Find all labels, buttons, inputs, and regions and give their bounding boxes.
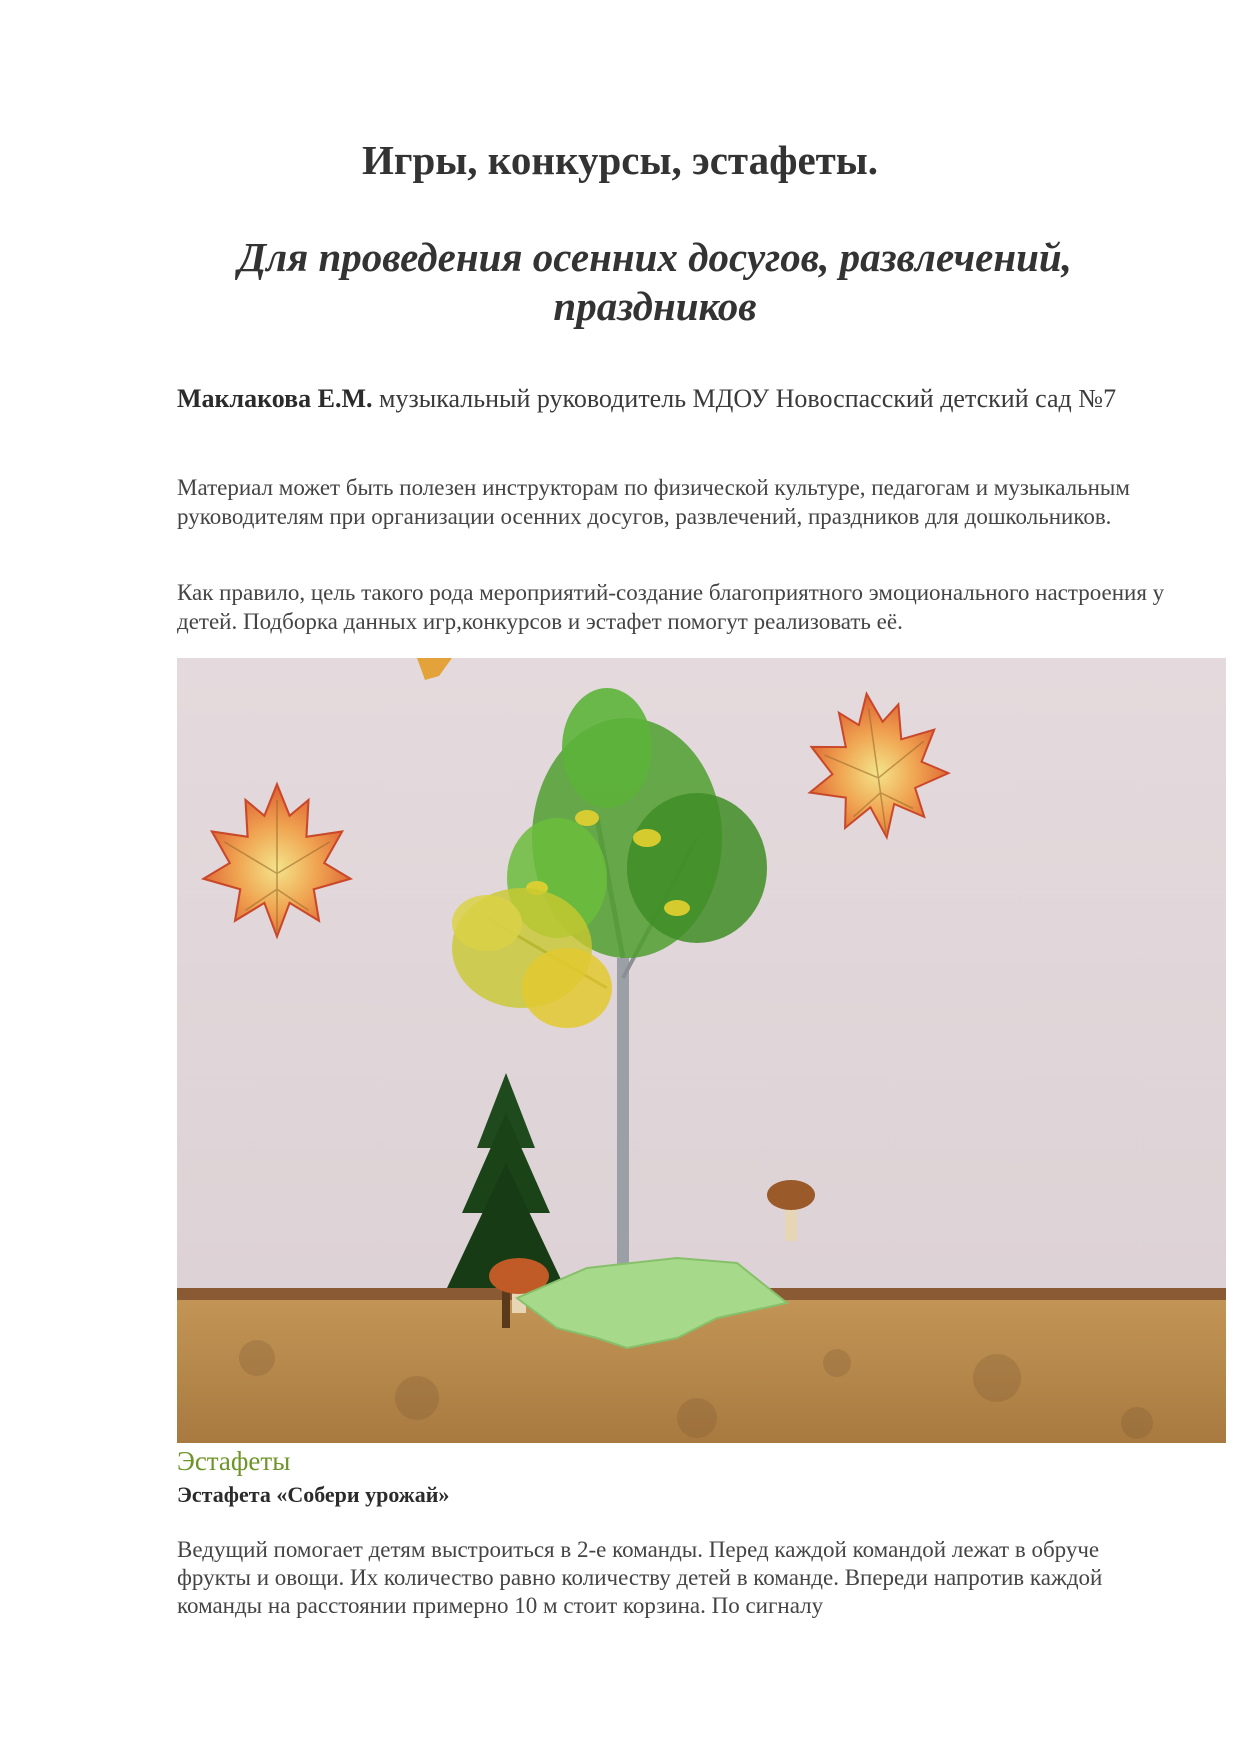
- author-position: музыкальный руководитель МДОУ Новоспасский детский сад №7: [372, 384, 1117, 413]
- document-title: Игры, конкурсы, эстафеты.: [361, 137, 879, 183]
- wall: [177, 658, 1226, 1293]
- section-heading: Эстафеты: [177, 1446, 291, 1476]
- author-line: [177, 382, 1157, 415]
- author-name: Маклакова Е.М.: [177, 384, 373, 413]
- autumn-decoration-photo: [177, 658, 1226, 1443]
- relay-description: Ведущий помогает детям выстроиться в 2-е команды. Перед каждой командой лежат в обруче фрукты и овощи. Их количество равно количеству детей в команде. Впереди напротив каждой команды на расстоянии примерно 10 м стоит корзина. По сигналу: [177, 1537, 1103, 1618]
- document-subtitle: Для проведения осенних досугов, развлечений, праздников: [238, 234, 1072, 329]
- relay-title: Эстафета «Собери урожай»: [177, 1482, 450, 1507]
- purpose-paragraph: Как правило, цель такого рода мероприятий-создание благоприятного эмоционального настроения у детей. Подборка данных игр,конкурсов и эстафет помогут реализовать её.: [177, 580, 1165, 634]
- intro-paragraph: Материал может быть полезен инструкторам по физической культуре, педагогам и музыкальным руководителям при организации осенних досугов, развлечений, праздников для дошкольников.: [177, 475, 1130, 529]
